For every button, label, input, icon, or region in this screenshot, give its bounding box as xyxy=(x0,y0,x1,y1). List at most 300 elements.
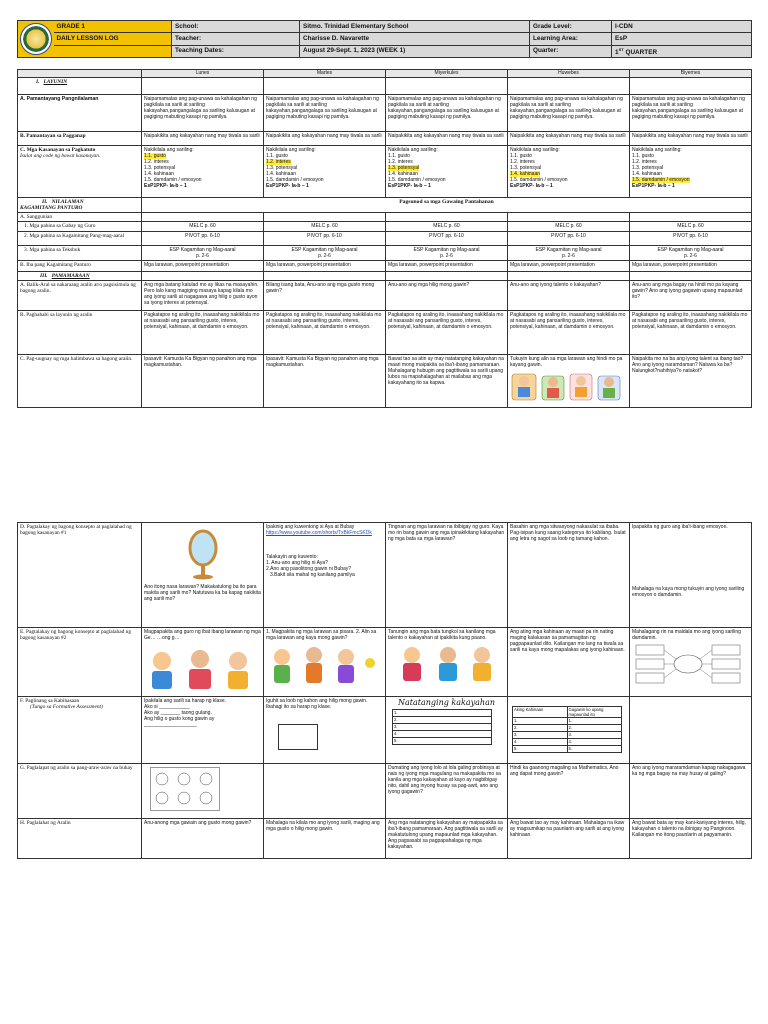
talent-cell: 5. xyxy=(393,738,492,745)
talent-row xyxy=(393,731,492,738)
label-c xyxy=(18,146,142,198)
talent-title: Natatanging kakayahan xyxy=(398,698,495,707)
day-martes: Martes xyxy=(264,70,386,78)
r1-huwebes: MELC p. 60 xyxy=(508,222,630,231)
pd-lunes-text: Ano itong nasa larawan? Makakatulong ba ito para makita ang sarili mo? Natutuwa ka ba kapag nakikita ang sarili mo? xyxy=(144,584,261,602)
r3-miyerkules xyxy=(386,245,508,260)
quarter-sup: ST xyxy=(618,46,624,52)
row-r3 xyxy=(18,245,752,260)
pd-emotion: Ipapakita ng guro ang iba't-ibang emosyon. xyxy=(632,524,728,530)
pf-age: Ako ay _______ taong gulang. xyxy=(144,710,212,716)
r3-text: ESP Kagamitan ng Mag-aaral xyxy=(657,246,724,253)
pc-lunes: Ipasavit: Kamusta Ka Bigyan ng panahon ang mga magkamustahan. xyxy=(142,354,264,407)
s2-title: NILALAMAN xyxy=(51,199,84,205)
ph-martes: Mahalaga na kilala mo ang iyong sarili, maging ang mga gusto o hilig mong gawin. xyxy=(264,819,386,859)
lesson-table-1 xyxy=(17,69,751,408)
ph-miyerkules: Ang mga natatanging kakayahan ay maipapakita sa iba't-ibang pamamaraan. Ang pagtitiwala sa sarili ay makatutulong upang mapaunlad mga kakayahan. Ang pagsasabi sa pagpapahalaga ng mga kakayahan. xyxy=(386,819,508,859)
pg-lunes xyxy=(142,764,264,819)
a-miyerkules: Naipamamalas ang pag-unawa sa kahalagahan ng pagkilala sa sarili at sariling kakayahan,pangangalaga sa sariling kalusugan at pagiging mabuting kasapi ng pamilya. xyxy=(386,95,508,132)
art-piece xyxy=(674,655,702,673)
row-r2 xyxy=(18,231,752,245)
r2-huwebes: PIVOT pp. 6-10 xyxy=(508,231,630,245)
c-martes xyxy=(264,146,386,198)
seal-cell xyxy=(18,21,54,58)
row-pg xyxy=(18,764,752,819)
pc-martes: Ipasavit: Kamusta Ka Bigyan ng panahon ang mga magkamustahan. xyxy=(264,354,386,407)
cell xyxy=(630,78,752,95)
talent-cell: 3. xyxy=(393,724,492,731)
r3-martes xyxy=(264,245,386,260)
row-pf xyxy=(18,697,752,764)
pe-biyernes-text: Mahalagang rin na maidala mo ang iyong sariling damdamin. xyxy=(632,629,741,641)
art-piece xyxy=(403,663,421,681)
talents-illustration xyxy=(144,643,256,693)
b-biyernes: Naipakikita ang kakayahan nang may tiwala sa sarili xyxy=(630,132,752,146)
art-piece xyxy=(306,647,322,663)
row-pb xyxy=(18,310,752,354)
quarter-text: QUARTER xyxy=(625,48,658,56)
art-piece xyxy=(473,663,491,681)
c-l1: 1.1. gusto xyxy=(510,153,532,159)
c-l4: 1.4. kahinaan xyxy=(632,171,663,177)
talent-cell: 4. xyxy=(393,731,492,738)
r3-page: p. 2-6 xyxy=(318,252,331,259)
pf-intro: Ipakilala ang sarili sa harap ng klase. xyxy=(144,698,226,704)
cell xyxy=(386,271,508,280)
c-l4-text: 1.4. kahinaan xyxy=(510,171,541,177)
row-r1 xyxy=(18,222,752,231)
c-l5: 1.5. damdamin / emosyon xyxy=(266,177,324,183)
c-intro: Nakikilala ang sariling: xyxy=(510,147,560,153)
header-block xyxy=(17,20,751,58)
cell xyxy=(508,271,630,280)
cell xyxy=(386,78,508,95)
teacher-label: Teacher: xyxy=(172,33,300,45)
c-l2-text: 1.2. interes xyxy=(266,159,291,165)
school-value: Sitmo. Trinidad Elementary School xyxy=(300,21,530,33)
cell xyxy=(142,271,264,280)
row-b xyxy=(18,132,752,146)
a-huwebes: Naipamamalas ang pag-unawa sa kahalagahan ng pagkilala sa sarili at sariling kakayahan,pangangalaga sa sariling kalusugan at pagiging mabuting kasapi ng pamilya. xyxy=(508,95,630,132)
c-miyerkules xyxy=(386,146,508,198)
cell xyxy=(508,78,630,95)
kp-title: KAGAMITANG PANTURO xyxy=(20,205,83,211)
c-intro: Nakikilala ang sariling: xyxy=(144,147,194,153)
weakness-cell: 1. xyxy=(567,718,622,725)
r1-biyernes: MELC p. 60 xyxy=(630,222,752,231)
cell xyxy=(264,271,386,280)
pf-miyerkules xyxy=(386,697,508,764)
days-blank xyxy=(18,70,142,78)
ph-lunes: Anu-anong mga gawain ang gusto mong gawin? xyxy=(142,819,264,859)
art-piece xyxy=(228,671,248,689)
grade-level-value: I-CDN xyxy=(612,21,752,33)
r3-text: ESP Kagamitan ng Mag-aaral xyxy=(291,246,358,253)
pe-martes-text: 1. Magpakita ng mga larawan sa pisara. 2. Alin sa mga larawan ang kaya mong gawin? xyxy=(266,629,377,641)
c-l3: 1.3. potensyal xyxy=(632,165,664,171)
art-piece xyxy=(190,531,216,565)
ph-huwebes: Ang bawat tao ay may kahinaan. Mahalaga na ikaw ay magsumikap na paunlarin ang sarili at ang iyong kahinaan. xyxy=(508,819,630,859)
r3-page: p. 2-6 xyxy=(440,252,453,259)
r3-huwebes xyxy=(508,245,630,260)
weakness-h2: Gagawin ko upang mapaunlad ito xyxy=(567,707,622,718)
art-piece xyxy=(604,377,614,387)
pc-miyerkules: Bawat tao sa atin ay may natatanging kakayahan na maari mong maipakita sa iba't-ibang pamamaraan. Mahalagang hubugin ang pagtitiwala sa sarili upang lubos na mapahalagahan at mailabas ang mga kakayahang ito sa kapwa. xyxy=(386,354,508,407)
weakness-cell: 4. xyxy=(513,739,568,746)
b-lunes: Naipakikita ang kakayahan nang may tiwala sa sarili xyxy=(142,132,264,146)
cell xyxy=(264,213,386,222)
art-piece xyxy=(712,645,740,655)
weakness-table xyxy=(512,706,622,753)
pf-name: Ako si ___________ xyxy=(144,704,190,710)
art-piece xyxy=(404,647,420,663)
weakness-cell: 4. xyxy=(567,739,622,746)
r1-lunes: MELC p. 60 xyxy=(142,222,264,231)
talent-row xyxy=(393,710,492,717)
c-l3-text: 1.3. potensyal xyxy=(388,165,420,171)
c-l4: 1.4. kahinaan xyxy=(266,171,297,177)
c-l4: 1.4. kahinaan xyxy=(388,171,419,177)
row-sanggunian xyxy=(18,213,752,222)
pf-draw: Iguhit sa loob ng kahon ang hilig mong gawin. Ibahagi ito sa harap ng klase. xyxy=(266,698,368,710)
c-l1: 1.1. gusto xyxy=(266,153,288,159)
weakness-cell: 5. xyxy=(513,746,568,753)
pd-miyerkules: Tingnan ang mga larawan na ibibigay ng guro. Kaya mo rin bang gawin ang mga ipinakikitang kakayahan ng mga bata sa mga larawan? xyxy=(386,523,508,628)
grade-level-label: Grade Level: xyxy=(530,21,612,33)
c-l3: 1.3. potensyal xyxy=(144,165,176,171)
log-label: DAILY LESSON LOG xyxy=(54,33,172,45)
art-piece xyxy=(474,647,490,663)
s3-title: PAMAMARAAN xyxy=(51,272,90,279)
pb-miyerkules: Pagkatapos ng araling ito, inaasahang nakikilala mo at nasasabi ang pansariling gusto, interes, potensiyal, kahinaan, at damdamin o emosyon. xyxy=(386,310,508,354)
r3-page: p. 2-6 xyxy=(562,252,575,259)
c-lunes xyxy=(142,146,264,198)
pd-biyernes xyxy=(630,523,752,628)
c-code: EsP1PKP- Ia-b – 1 xyxy=(510,183,553,189)
r2-lunes: PIVOT pp. 6-10 xyxy=(142,231,264,245)
section-pamamaraan xyxy=(18,271,142,280)
art-piece xyxy=(664,650,676,659)
row-rb xyxy=(18,260,752,271)
art-piece xyxy=(548,377,558,387)
c-sub: Isulat ang code ng bawat kasanayan. xyxy=(20,153,101,160)
label-sanggunian: A. Sanggunian xyxy=(18,213,142,222)
grade-label: GRADE 1 xyxy=(54,21,172,33)
c-biyernes xyxy=(630,146,752,198)
pg-miyerkules: Dumating ang iyong lolo at lola galing probinsya at nais ng iyong mga magulang na makapakita mo sa kanila ang mga kakayahan at kayo ay nagbibigay nito, dahil ang inyong husay sa pag-awit, ano ang iyong gagawin? xyxy=(386,764,508,819)
row-ph xyxy=(18,819,752,859)
pg-biyernes: Ano ang iyong mararamdaman kapag nakagagawa ka ng mga bagay na may husay at galing? xyxy=(630,764,752,819)
quarter-num: 1 xyxy=(615,48,619,56)
pc-huwebes xyxy=(508,354,630,407)
cell xyxy=(630,213,752,222)
pe-biyernes xyxy=(630,628,752,697)
day-biyernes: Biyernes xyxy=(630,70,752,78)
cell xyxy=(264,78,386,95)
talent-cell: 2. xyxy=(393,717,492,724)
pd-martes xyxy=(264,523,386,628)
nilalaman-value: Pagsunod sa mga Gawaing Pantahanan xyxy=(142,198,752,213)
c-l2: 1.2. interes xyxy=(144,159,169,165)
art-piece xyxy=(191,650,209,668)
weakness-row xyxy=(513,732,622,739)
layunin-row xyxy=(18,78,752,95)
c-l3: 1.3. potensyal xyxy=(266,165,298,171)
label-r2: 2. Mga pahina sa Kagamitang Pang-mag-aaral xyxy=(18,231,142,245)
c-l5: 1.5. damdamin / emosyon xyxy=(510,177,568,183)
art-piece xyxy=(201,565,205,575)
r3-text: ESP Kagamitan ng Mag-aaral xyxy=(169,246,236,253)
b-miyerkules: Naipakikita ang kakayahan nang may tiwala sa sarili xyxy=(386,132,508,146)
pc-huwebes-text: Tukuyin kung alin sa mga larawan ang hindi mo pa kayang gawin. xyxy=(510,355,623,368)
weakness-cell: 3. xyxy=(513,732,568,739)
pd-discuss: Talakayin ang kuwento: xyxy=(266,554,318,560)
weakness-row xyxy=(513,739,622,746)
c-l2: 1.2. interes xyxy=(388,159,413,165)
weakness-cell: 2. xyxy=(567,725,622,732)
pe-lunes-text: Magpapakita ang guro ng ibat ibang larawan ng mga Ge… …ong g… xyxy=(144,629,261,641)
c-l2: 1.2. interes xyxy=(632,159,657,165)
pd-huwebes: Basahin ang mga sitwasyong nakasulat sa ibaba. Pag-isipan kung saang kategorya ito kabilang. Isulat ang letra ng sagot sa loob ng tamang kahon. xyxy=(508,523,630,628)
label-pg: G. Paglalapat ng aralin sa pang-araw-araw na buhay xyxy=(18,764,142,819)
pg-martes xyxy=(264,764,386,819)
art-piece xyxy=(152,671,172,689)
days-row xyxy=(18,70,752,78)
talent-row xyxy=(393,724,492,731)
row-pd xyxy=(18,523,752,628)
row-pe xyxy=(18,628,752,697)
r1-martes: MELC p. 60 xyxy=(264,222,386,231)
r2-martes: PIVOT pp. 6-10 xyxy=(264,231,386,245)
quarter-label: Quarter: xyxy=(530,45,612,57)
c-l2: 1.2. interes xyxy=(510,159,535,165)
c-l1: 1.1. gusto xyxy=(632,153,654,159)
performing-children-illustration xyxy=(388,643,500,683)
label-pb: B. Paghahabi sa layunin ng aralin xyxy=(18,310,142,354)
r3-page: p. 2-6 xyxy=(684,252,697,259)
art-piece xyxy=(306,663,322,683)
pa-lunes: Ang mga batang katulad mo ay likas na masayahin. Pero lalo kang magiging masaya kapag kilala mo ang iyong sarili at nagagawa ang hilig o gusto ayon sa iyong interes at potensyal. xyxy=(142,280,264,310)
r3-biyernes xyxy=(630,245,752,260)
art-piece xyxy=(365,658,375,668)
pc-biyernes: Naipakita mo na ba ang iyong talent sa ibang tao? Ano ang iyong naramdaman? Natuwa ka ba?Nalungkot?nahihiya?o natakot? xyxy=(630,354,752,407)
c-l3: 1.3. potensyal xyxy=(510,165,542,171)
a-lunes: Naipamamalas ang pag-unawa sa kahalagahan ng pagkilala sa sarili at sariling kakayahan,pangangalaga sa sariling kalusugan at pagiging mabuting kasapi ng pamilya. xyxy=(142,95,264,132)
label-pa: A. Balik-Aral sa nakaraang aralin at/o pagsisimula ng bagong aralin. xyxy=(18,280,142,310)
cell xyxy=(508,213,630,222)
label-pc: C. Pag-uugnay ng mga halimbawa sa bagong aralin. xyxy=(18,354,142,407)
pd-emotion-note: Mahalaga na kaya mong tukuyin ang iyong sariling emosyon o damdamin. xyxy=(632,586,745,598)
r3-text: ESP Kagamitan ng Mag-aaral xyxy=(535,246,602,253)
pd-story: Ipakinig ang kuwentong si Aya at Bubay xyxy=(266,524,355,530)
c-code: EsP1PKP- Ia-b – 1 xyxy=(388,183,431,189)
pf-sub: (Tungo sa Formative Assessment) xyxy=(30,704,103,711)
rb-biyernes: Mga larawan, powerpoint presentation xyxy=(630,260,752,271)
weakness-row xyxy=(513,725,622,732)
row-pamamaraan xyxy=(18,271,752,280)
section-layunin xyxy=(18,78,142,95)
pf-label: F. Paglinang sa Kabihasaan xyxy=(20,698,80,704)
spacer xyxy=(266,536,383,554)
c-code: EsP1PKP- Ia-b – 1 xyxy=(266,183,309,189)
cell xyxy=(142,213,264,222)
label-b: B. Pamantayan sa Pagganap xyxy=(18,132,142,146)
row-c xyxy=(18,146,752,198)
pe-huwebes: Ang ating mga kahinaan ay maari pa rin nating maging kalakasan sa pamamagitan ng pagpapaunlad dito. Kailangan mo lang na tiwala sa sarili na kaya mong mapalakas ang iyong kahinaan. xyxy=(508,628,630,697)
art-piece xyxy=(700,669,712,678)
lesson-table-2 xyxy=(17,522,751,859)
c-l5: 1.5. damdamin / emosyon xyxy=(144,177,202,183)
s3-num: III. xyxy=(40,272,48,279)
label-pd: D. Pagtalakay ng bagong konsepto at paglalahad ng bagong kasanayan #1 xyxy=(18,523,142,628)
area-label: Learning Area: xyxy=(530,33,612,45)
art-piece xyxy=(547,388,559,398)
pd-q1: 1. Anu-ano ang hilig ni Aya? xyxy=(266,560,328,566)
art-piece xyxy=(576,376,586,386)
rb-martes: Mga larawan, powerpoint presentation xyxy=(264,260,386,271)
pf-martes xyxy=(264,697,386,764)
pe-miyerkules xyxy=(386,628,508,697)
b-huwebes: Naipakikita ang kakayahan nang may tiwala sa sarili xyxy=(508,132,630,146)
art-piece xyxy=(712,659,740,669)
rb-miyerkules: Mga larawan, powerpoint presentation xyxy=(386,260,508,271)
dates-value: August 29-Sept. 1, 2023 (WEEK 1) xyxy=(300,45,530,57)
label-r3: 3. Mga pahina sa Teksbuk xyxy=(18,245,142,260)
area-value: EsP xyxy=(612,33,752,45)
worksheet-illustration xyxy=(150,767,220,811)
pd-lunes xyxy=(142,523,264,628)
art-piece xyxy=(439,663,457,681)
pf-lunes xyxy=(142,697,264,764)
draw-box[interactable] xyxy=(278,724,318,750)
gold-blank xyxy=(54,45,172,57)
art-piece xyxy=(636,673,664,683)
mirror-icon xyxy=(183,528,223,580)
art-piece xyxy=(193,575,213,580)
art-piece xyxy=(519,376,529,386)
r2-biyernes: PIVOT pp. 6-10 xyxy=(630,231,752,245)
pa-biyernes: Anu-ano ang mga bagay na hindi mo pa kayang gawin? Ano ang iyong gagawin upang mapaunlad ito? xyxy=(630,280,752,310)
weakness-cell: 3. xyxy=(567,732,622,739)
c-l1-text: 1.1. gusto xyxy=(144,153,166,159)
c-code: EsP1PKP- Ia-b – 1 xyxy=(144,183,187,189)
a-martes: Naipamamalas ang pag-unawa sa kahalagahan ng pagkilala sa sarili at sariling kakayahan,pangangalaga sa sariling kalusugan at pagiging mabuting kasapi ng pamilya. xyxy=(264,95,386,132)
c-intro: Nakikilala ang sariling: xyxy=(388,147,438,153)
pe-martes xyxy=(264,628,386,697)
art-piece xyxy=(440,647,456,663)
art-piece xyxy=(274,649,290,665)
c-code: EsP1PKP- Ia-b – 1 xyxy=(632,183,675,189)
s2-num: II. xyxy=(42,199,48,205)
art-piece xyxy=(153,652,171,670)
c-label: C. Mga Kasanayan sa Pagkatuto xyxy=(20,147,96,153)
pf-biyernes xyxy=(630,697,752,764)
row-pa xyxy=(18,280,752,310)
label-pf xyxy=(18,697,142,764)
pf-huwebes xyxy=(508,697,630,764)
art-piece xyxy=(636,645,664,655)
quarter-value xyxy=(612,45,752,57)
rb-huwebes: Mga larawan, powerpoint presentation xyxy=(508,260,630,271)
pb-lunes: Pagkatapos ng araling ito, inaasahang nakikilala mo at nasasabi ang pansariling gusto, interes, potensiyal, kahinaan, at damdamin o emosyon. xyxy=(142,310,264,354)
art-piece xyxy=(189,669,211,689)
art-piece xyxy=(700,650,712,659)
talent-row xyxy=(393,738,492,745)
s1-title: LAYUNIN xyxy=(43,79,68,85)
children-play-illustration xyxy=(266,643,378,687)
pa-martes: Bilang isang bata, Anu-ano ang mga gusto mong gawin? xyxy=(264,280,386,310)
art-piece xyxy=(712,673,740,683)
emotions-diagram xyxy=(632,643,744,685)
children-activities-illustration xyxy=(510,370,622,404)
r3-text: ESP Kagamitan ng Mag-aaral xyxy=(413,246,480,253)
r3-page: p. 2-6 xyxy=(196,252,209,259)
ph-biyernes: Ang bawat bata ay may kani-kaniyang interes, hilig, kakayahan o talento na ibinigay ng Panginoon. Kailangan mo itong paunlarin at pagyamanin. xyxy=(630,819,752,859)
cell xyxy=(630,271,752,280)
art-piece xyxy=(636,659,664,669)
weakness-cell: 5. xyxy=(567,746,622,753)
art-piece xyxy=(575,387,587,397)
talent-row xyxy=(393,717,492,724)
section-nilalaman xyxy=(18,198,142,213)
teacher-value: Charisse D. Navarette xyxy=(300,33,530,45)
pe-miyerkules-text: Tanungin ang mga bata tungkol sa kanilang mga talento o kakayahan at ipakikita kung paano. xyxy=(388,629,496,641)
pe-lunes xyxy=(142,628,264,697)
c-l1: 1.1. gusto xyxy=(388,153,410,159)
r2-miyerkules: PIVOT pp. 6-10 xyxy=(386,231,508,245)
rb-lunes: Mga larawan, powerpoint presentation xyxy=(142,260,264,271)
art-piece xyxy=(603,388,615,398)
weakness-h1: Aking Kahinaan xyxy=(513,707,568,718)
art-piece xyxy=(274,665,290,683)
art-piece xyxy=(229,652,247,670)
weakness-row xyxy=(513,718,622,725)
pb-huwebes: Pagkatapos ng araling ito, inaasahang nakikilala mo at nasasabi ang pansariling gusto, interes, potensiyal, kahinaan, at damdamin o emosyon. xyxy=(508,310,630,354)
day-huwebes: Huwebes xyxy=(508,70,630,78)
dates-label: Teaching Dates: xyxy=(172,45,300,57)
art-piece xyxy=(664,669,676,678)
c-l5: 1.5. damdamin / emosyon xyxy=(388,177,446,183)
b-martes: Naipakikita ang kakayahan nang may tiwala sa sarili xyxy=(264,132,386,146)
c-l5-text: 1.5. damdamin / emosyon xyxy=(632,177,690,183)
weakness-cell: 1. xyxy=(513,718,568,725)
talent-table xyxy=(392,709,492,745)
deped-seal-icon xyxy=(20,23,52,55)
pa-miyerkules: Anu-ano ang mga hilig mong gawin? xyxy=(386,280,508,310)
art-piece xyxy=(338,665,354,683)
cell xyxy=(386,213,508,222)
day-miyerkules: Miyerkules xyxy=(386,70,508,78)
day-lunes: Lunes xyxy=(142,70,264,78)
pb-martes: Pagkatapos ng araling ito, inaasahang nakikilala mo at nasasabi ang pansariling gusto, interes, potensiyal, kahinaan, at damdamin o emosyon. xyxy=(264,310,386,354)
pg-huwebes: Hindi ka gaanong magaling sa Mathematics, Ano ang dapat mong gawin? xyxy=(508,764,630,819)
weakness-cell: 2. xyxy=(513,725,568,732)
label-a: A. Pamantayang Pangnilalaman xyxy=(18,95,142,132)
row-pc xyxy=(18,354,752,407)
r3-lunes xyxy=(142,245,264,260)
label-r1: 1. Mga pahina sa Gabay ng Guro xyxy=(18,222,142,231)
row-a xyxy=(18,95,752,132)
r1-miyerkules: MELC p. 60 xyxy=(386,222,508,231)
weakness-head xyxy=(513,707,622,718)
pb-biyernes: Pagkatapos ng araling ito, inaasahang nakikilala mo at nasasabi ang pansariling gusto, interes, potensiyal, kahinaan, at damdamin o emosyon. xyxy=(630,310,752,354)
school-label: School: xyxy=(172,21,300,33)
pf-hobby: Ang hilig o gusto kong gawin ay xyxy=(144,716,215,722)
story-link[interactable]: https://www.youtube.com/shorts/TxBkFmcSKDk xyxy=(266,530,372,536)
row-nilalaman xyxy=(18,198,752,213)
spacer xyxy=(632,530,749,586)
pa-huwebes: Anu-ano ang iyong talento o kakayahan? xyxy=(508,280,630,310)
